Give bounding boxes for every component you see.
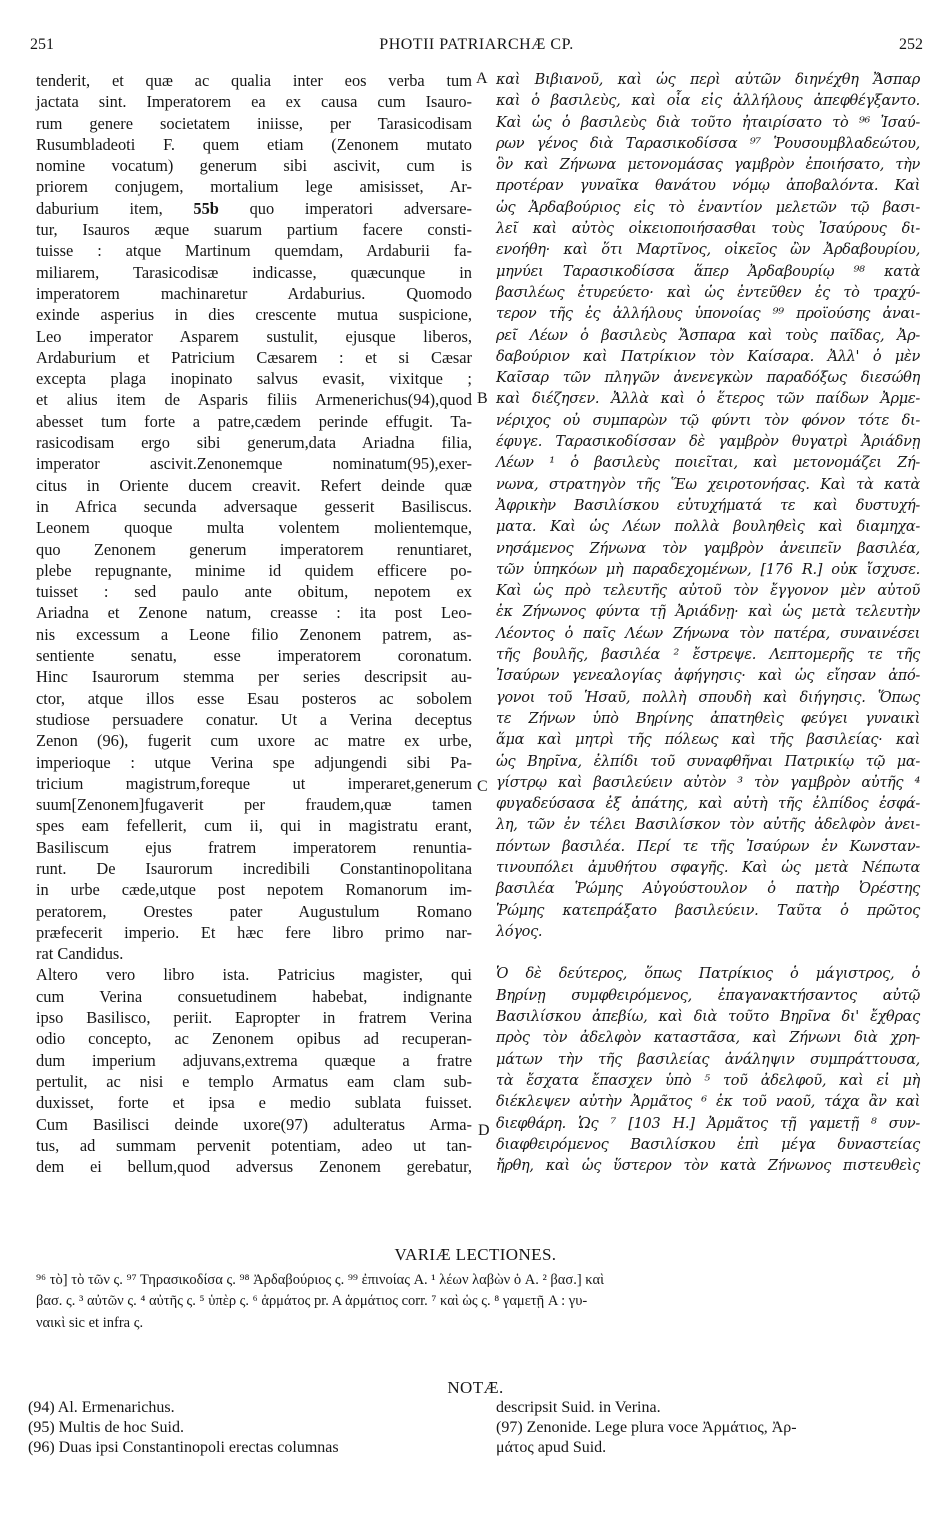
latin-text-line: tenderit, et quæ ac qualia inter eos verba tum <box>36 71 472 90</box>
margin-marker-b: B <box>477 390 488 407</box>
greek-text-line: έφυγε. Ταρασικοδίσσαν δὲ γαμβρὸν θυγατρὶ Ἀριάδνῃ <box>496 434 920 451</box>
greek-text-line: λεῖ καὶ αὐτὸς οἰκειοποιήσασθαι τοὺς Ἰσαύρους δι- <box>496 221 920 238</box>
latin-text-line: odio concepto, ac Zenonem opibus ad recuperan- <box>36 1029 472 1049</box>
greek-text-line: βασιλέα Ῥώμης Αὐγούστουλον ὁ πατὴρ Ὀρέστης <box>496 881 920 898</box>
variae-lectiones <box>36 1270 920 1334</box>
greek-text-line: καὶ ὁ βασιλεὺς, καὶ οἷα εἰς ἀλλήλους ἀπεφθέγξαντο. <box>496 93 920 110</box>
greek-text-line: Καὶ ὡς πρὸ τελευτῆς αὐτοῦ τὸν ἔγγονον μὲν αὐτοῦ <box>496 583 920 600</box>
greek-text-line: δαβούριον καὶ Πατρίκιον τὸν Καίσαρα. Ἀλλ' ὁ μὲν <box>496 348 920 365</box>
latin-text-line: Leo imperator Asparem sustulit, ejusque liberos, <box>36 326 472 346</box>
greek-text-line: διέκλεψεν αὐτὴν Ἀρμᾶτος ⁶ ἐκ τοῦ ναοῦ, τάχα ἂν καὶ <box>496 1094 920 1111</box>
greek-text-line: τῆς βουλῆς, βασιλέα ² ἔστρεψε. Λεπτομερῆς τε τῆς <box>496 647 920 664</box>
latin-text-line: peratorem, Orestes pater Augustulum Romano <box>36 901 472 921</box>
greek-text-line: ὡς Ἀρδαβούριος εἰς τὸ ἐναντίον μελετῶν τῷ βασι- <box>496 199 920 216</box>
latin-text-line: Altero vero libro ista. Patricius magister, qui <box>36 965 472 985</box>
greek-text-line: ἅμα καὶ μητρὶ τῆς πόλεως καὶ τῆς βασιλείας· καὶ <box>496 732 920 749</box>
note-item: (97) Zenonide. Lege plura voce Ἀρμάτιος, Ἀρ- <box>496 1419 797 1436</box>
latin-text-line: excepta plaga inopinato salvus evasit, vixitque ; <box>36 369 472 389</box>
latin-text-line: suum[Zenonem]fugaverit per fraudem,quæ tamen <box>36 795 472 815</box>
greek-text-line: τερον τῆς ἐς ἀλλήλους ὑπονοίας ⁹⁹ προϊούσης ἀναι- <box>496 306 920 323</box>
latin-text-line: jactata sint. Imperatorem ea ex causa cum Isauro- <box>36 92 472 112</box>
latin-text-line: tuisse : atque Martinum quemdam, Ardaburii fa- <box>36 241 472 261</box>
greek-text-line <box>496 943 920 964</box>
greek-text-line: λη, τῶν ἐν τέλει Βασιλίσκον τὸν αὐτῆς ἀδελφὸν ἀνει- <box>496 817 920 834</box>
latin-text-line: Leonem quoque multa volentem molientemque, <box>36 518 472 538</box>
latin-text-line: Rusumbladeoti F. quem etiam (Zenonem mutato <box>36 134 472 154</box>
folio-marker: 55b <box>193 198 219 218</box>
greek-text-line: καὶ διέζησεν. Ἀλλὰ καὶ ὁ ἕτερος τῶν παίδων Ἀρμε- <box>496 391 920 408</box>
variant-line: ναικὶ sic et infra ς. <box>36 1314 144 1331</box>
greek-text-line: πόντων βασιλέα. Περί τε τῆς Ἰσαύρων ἐν Κωνσταν- <box>496 838 920 855</box>
latin-text-line: nomine vocatum) generum sibi ascivit, cum is <box>36 156 472 176</box>
greek-text-line: νέριχος οὐ συμπαρὼν τῷ φύντι τὸν φόνον τότε δι- <box>496 412 920 429</box>
greek-text-line: Ἀφρικὴν Βασιλίσκου εὐτυχήματά τε καὶ δυστυχή- <box>496 497 920 514</box>
latin-text-line: miliarem, Tarasicodisæ indicasse, quæcunque in <box>36 262 472 282</box>
latin-text-line: tur, Isauros æque suarum partium facere consti- <box>36 220 472 240</box>
note-item: μάτος apud Suid. <box>496 1439 607 1456</box>
notae-title: NOTÆ. <box>447 1378 504 1397</box>
latin-text-line: imperatorem machinaretur Ardaburius. Quomodo <box>36 283 472 303</box>
latin-text-line: rasicodisam ergo sibi generum,data Ariadna filia, <box>36 433 472 453</box>
latin-text-line: ipso Basilisco, periit. Eapropter in fratrem Verina <box>36 1008 472 1028</box>
greek-text-line: ρων γένος διὰ Ταρασικοδίσσα ⁹⁷ Ῥουσουμβλαδεώτου, <box>496 135 920 152</box>
notes-right <box>496 1398 926 1458</box>
latin-text-line: imperioque : utque Verina spe adjungendi sibi Pa- <box>36 752 472 772</box>
greek-text-line: φυγαδεύσασα ἐξ ἀπάτης, καὶ αὐτὴ τῆς ἐλπίδος ἐσφά- <box>496 796 920 813</box>
greek-text-line: ματα. Καὶ ὡς Λέων πολλὰ βουληθεὶς καὶ διαμηχα- <box>496 519 920 536</box>
latin-text-line: Cum Basilisci deinde uxore(97) adulteratus Arma- <box>36 1114 472 1134</box>
latin-text-line: quo Zenonem generum imperatorem renuntiaret, <box>36 539 472 559</box>
margin-marker-a: A <box>476 70 488 87</box>
greek-text-line: νωνα, στρατηγὸν τῆς Ἕω χειροτονήσας. Καὶ τὰ κατὰ <box>496 476 920 493</box>
greek-text-line: νησάμενος Ζήνωνα τὸν γαμβρὸν ἀνειπεῖν βασιλέα, <box>496 540 920 557</box>
greek-text-line: Ὁ δὲ δεύτερος, ὅπως Πατρίκιος ὁ μάγιστρος, ὁ <box>496 966 920 983</box>
page-number-right: 252 <box>899 36 923 53</box>
greek-text-line: τῶν ὑπηκόων μὴ παραδεχομένων, [176 R.] οὐκ ἴσχυσε. <box>496 561 920 578</box>
greek-text-line: ἐκ Ζήνωνος φύντα τῇ Ἀριάδνῃ· καὶ ὡς μετὰ τελευτὴν <box>496 604 920 621</box>
margin-marker-d: D <box>478 1122 490 1139</box>
greek-text-line: Ῥώμης κατεπράξατο βασιλεύειν. Ταῦτα ὁ πρῶτος <box>496 902 920 919</box>
latin-text-line: abesset tum forte a patre,cædem perinde effugit. Ta- <box>36 411 472 431</box>
latin-text-line: sentiente senatu, esse imperatorem coronatum. <box>36 646 472 666</box>
latin-text-line: rum genere societatem iniisse, per Tarasicodisam <box>36 113 472 133</box>
latin-text-line: Ariadna et Zenone natum, creasse : ita post Leo- <box>36 603 472 623</box>
latin-text-line: exinde asperius in dies crescente mutua suspicione, <box>36 305 472 325</box>
latin-text-line: Zenon (96), fugerit cum uxore ac matre ex urbe, <box>36 731 472 751</box>
greek-text-line: Βηρίνῃ συμφθειρόμενος, ἐπαγανακτήσαντος αὐτῷ <box>496 987 920 1004</box>
greek-text-line: ενοήθη· καὶ ὅτι Μαρτῖνος, οἰκεῖος ὢν Ἀρδαβουρίου, <box>496 242 920 259</box>
running-title: PHOTII PATRIARCHÆ CP. <box>379 36 574 53</box>
latin-text-line: Hinc Isaurorum stemma per series descripsit au- <box>36 667 472 687</box>
greek-text-line: προτέραν γυναῖκα θανάτου νόμῳ ἀποβαλόντα. Καὶ <box>496 178 920 195</box>
latin-text-line: plebe repugnante, minime id quidem efficere po- <box>36 560 472 580</box>
greek-text-line: ἤρθη, καὶ ὡς ὕστερον τὸν κατὰ Ζήνωνος πιστευθεὶς <box>496 1158 920 1175</box>
variant-line: βασ. ς. ³ αὐτῶν ς. ⁴ αὐτῆς ς. ⁵ ὑπὲρ ς. ⁶ ἁρμάτος pr. A ἁρμάτιος corr. ⁷ καὶ ὡς ς. ⁸ γαμετῇ A : γυ- <box>36 1293 588 1310</box>
greek-text-line: Λέοντος ὁ παῖς Λέων Ζήνωνα τὸν πατέρα, συναινέσει <box>496 625 920 642</box>
latin-column <box>36 70 472 1177</box>
latin-text-line: cum Verina consuetudinem habebat, indignante <box>36 986 472 1006</box>
note-item: (94) Al. Ermenarichus. <box>28 1399 175 1416</box>
greek-text-line: τε Ζήνων ὑπὸ Βηρίνης ἀπατηθεὶς φεύγει γυναικὶ <box>496 710 920 727</box>
variant-line: ⁹⁶ τὸ] τὸ τῶν ς. ⁹⁷ Τηρασικοδίσα ς. ⁹⁸ Ἀρδαβούριος ς. ⁹⁹ ἐπινοίας A. ¹ λέων λαβὼν ὁ A. ² βασ.] καὶ <box>36 1272 604 1288</box>
greek-text-line: βασιλέως ἐτυρεύετο· καὶ ὡς ἐντεῦθεν ἐς τὸ τραχύ- <box>496 284 920 301</box>
latin-text-line: spes eam fefellerit, cum ii, qui in magistratu erant, <box>36 816 472 836</box>
latin-text-line: tus, ad summam pervenit potentiam, adeo ut tan- <box>36 1135 472 1155</box>
greek-text-line: καὶ Βιβιανοῦ, καὶ ὡς περὶ αὐτῶν διηνέχθη Ἄσπαρ <box>496 72 920 88</box>
greek-text-line: Λέων ¹ ὁ βασιλεὺς ποιεῖται, καὶ μετονομάζει Ζή- <box>496 455 920 472</box>
greek-text-line: Βασιλίσκου ἀπεβίω, καὶ διὰ τοῦτο Βηρῖνα δι' ἔχθρας <box>496 1009 920 1026</box>
latin-text-line: citus in Oriente ducem creavit. Refert deinde quæ <box>36 475 472 495</box>
greek-text-line: ὡς Βηρῖνα, ἐλπίδι τοῦ συναφθῆναι Πατρικίῳ τῷ μα- <box>496 753 920 770</box>
greek-text-line: ὃν καὶ Ζήνωνα μετονομάσας γαμβρὸν ἐποιήσατο, τὴν <box>496 157 920 174</box>
greek-text-line: πρὸς τὸν ἀδελφὸν καταστᾶσα, καὶ Ζήνωνι διὰ χρη- <box>496 1030 920 1047</box>
latin-text-line: duxisset, forte et ipsa e medio sublata fuisset. <box>36 1093 472 1113</box>
greek-text-line: μηνύει Ταρασικοδίσσα ἅπερ Ἀρδαβουρίῳ ⁹⁸ κατὰ <box>496 263 920 280</box>
page-header <box>30 36 923 58</box>
margin-marker-c: C <box>477 778 488 795</box>
page-number-left: 251 <box>30 36 54 53</box>
latin-text-line: daburium item, 55b quo imperatori adversare- <box>36 198 473 218</box>
latin-text-line: pertulit, ac nisi e templo Armatus eam clam sub- <box>36 1071 472 1091</box>
greek-text-line: μάτων τὴν τῆς βασιλείας ἀνάληψιν συμπράττουσα, <box>496 1051 920 1068</box>
note-item: (95) Multis de hoc Suid. <box>28 1419 184 1436</box>
greek-text-line: διεφθάρη. Ὡς ⁷ [103 H.] Ἀρμᾶτος τῇ γαμετῇ ⁸ συν- <box>496 1115 920 1132</box>
latin-text-line: imperator ascivit.Zenonemque nominatum(95),exer- <box>36 454 472 474</box>
greek-text-line: γίστρῳ καὶ βασιλεύειν αὐτὸν ³ τὸν γαμβρὸν αὐτῆς ⁴ <box>496 774 920 791</box>
latin-text-line: studiose persuadere conatur. Ut a Verina deceptus <box>36 709 472 729</box>
latin-text-line: tuisset : sed paulo ante obitum, nepotem ex <box>36 582 472 602</box>
latin-text-line: ctor, atque illos esse Esau posteros ac sobolem <box>36 688 472 708</box>
greek-text-line: διαφθειρόμενος Βασιλίσκου ἐπὶ μέγα δυναστείας <box>496 1136 920 1153</box>
latin-text-line: runt. De Isaurorum incredibili Constantinopolitana <box>36 858 472 878</box>
latin-text-line: tricium magistrum,foreque ut imperaret,generum <box>36 773 472 793</box>
greek-text-line: Καῖσαρ τῶν πληγῶν ἀνενεγκὼν παραδόξως διεσώθη <box>496 370 920 387</box>
greek-text-line: Ἰσαύρων γενεαλογίας ἀφήγησις· καὶ ὡς εἴησαν ἀπό- <box>496 668 920 685</box>
latin-text-line: dem ei bellum,quod adversus Zenonem gerebatur, <box>36 1157 472 1177</box>
greek-text-line: γονοι τοῦ Ἡσαῦ, πολλὴ σπουδὴ καὶ διήγησις. Ὅπως <box>496 689 920 706</box>
latin-text-line: priorem conjugem, mortalium lege amisisset, Ar- <box>36 177 472 197</box>
latin-text-line: nis excessum a Leone filio Zenonem patrem, as- <box>36 624 472 644</box>
greek-text-line: τὰ ἔσχατα ἔπασχεν ὑπὸ ⁵ τοῦ ἀδελφοῦ, καὶ εἰ μὴ <box>496 1072 920 1089</box>
greek-text-line: Καὶ ὡς ὁ βασιλεὺς διὰ τοῦτο ἠταιρίσατο τὸ ⁹⁶ Ἰσαύ- <box>496 114 920 131</box>
latin-text-line: Ardaburium et Patricium Cæsarem : et si Cæsar <box>36 347 472 367</box>
latin-text-line: in Africa secunda adversaque gesserit Basiliscus. <box>36 496 472 516</box>
latin-text-line: præfecerit imperio. Et hæc fere libro primo nar- <box>36 922 472 942</box>
latin-text-line: et alius item de Asparis filiis Armenerichus(94),quod <box>36 390 472 410</box>
greek-column <box>496 70 920 1177</box>
variae-lectiones-title: VARIÆ LECTIONES. <box>394 1245 557 1264</box>
note-item: (96) Duas ipsi Constantinopoli erectas columnas <box>28 1439 339 1456</box>
latin-text-line: Basiliscum ejus fratrem imperatorem renuntia- <box>36 837 472 857</box>
greek-text-line: τινουπόλει ἀμυθήτου σφαγῆς. Καὶ ὡς μετὰ Νέπωτα <box>496 859 920 876</box>
notes-left <box>28 1398 478 1458</box>
note-item: descripsit Suid. in Verina. <box>496 1399 661 1416</box>
latin-text-line: in urbe cæde,utque post nepotem Romanorum im- <box>36 880 472 900</box>
latin-text-line: rat Candidus. <box>36 944 124 964</box>
greek-text-line: ρεῖ Λέων ὁ βασιλεὺς Ἄσπαρα καὶ τοὺς παῖδας, Ἀρ- <box>496 327 920 344</box>
latin-text-line: dum imperium adjuvans,extrema quæque a fratre <box>36 1050 472 1070</box>
greek-text-line: λόγος. <box>496 923 543 940</box>
